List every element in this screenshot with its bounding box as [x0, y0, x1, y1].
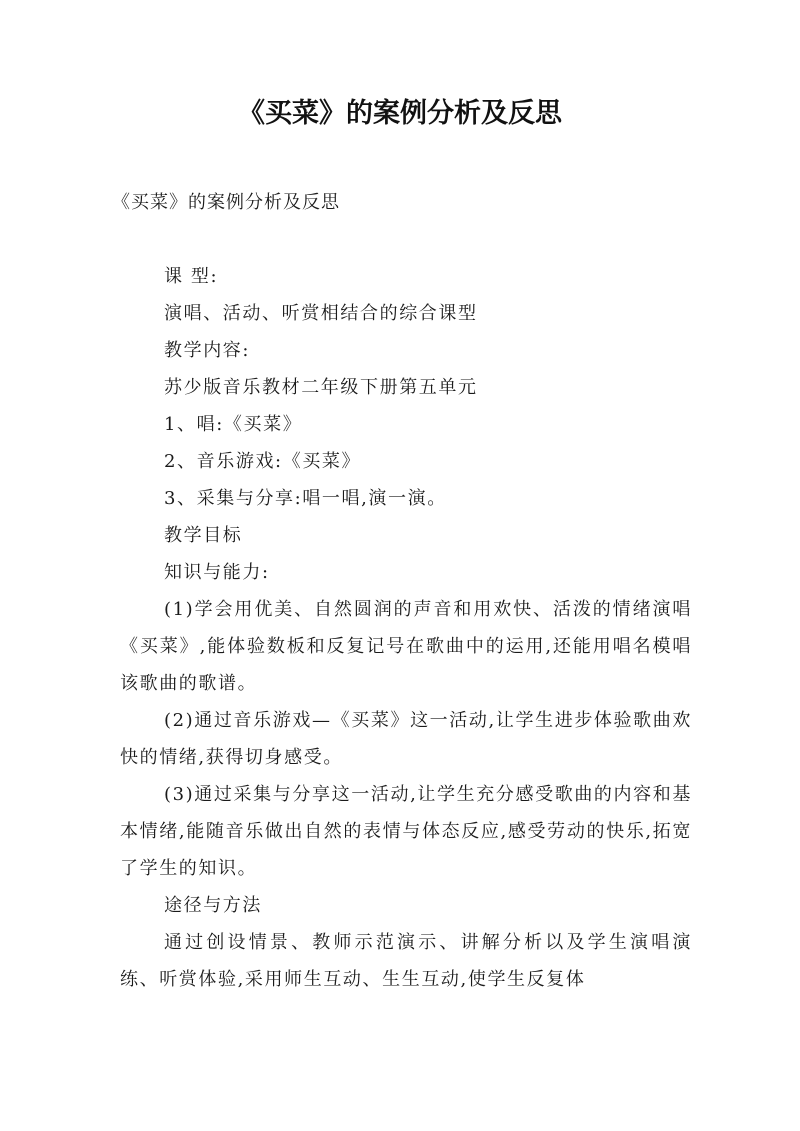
paragraph-textbook: 苏少版音乐教材二年级下册第五单元 [164, 377, 478, 398]
paragraph-knowledge-label: 知识与能力: [164, 562, 270, 583]
document-subtitle: 《买菜》的案例分析及反思 [112, 192, 340, 213]
paragraph-methods-heading: 途径与方法 [164, 895, 262, 916]
paragraph-item-2: 2、音乐游戏:《买菜》 [164, 451, 362, 472]
paragraph-lesson-type-label: 课 型: [164, 266, 219, 287]
paragraph-lesson-type: 演唱、活动、听赏相结合的综合课型 [164, 303, 478, 324]
paragraph-content-label: 教学内容: [164, 340, 251, 361]
paragraph-goal-2: (2)通过音乐游戏—《买菜》这一活动,让学生进步体验歌曲欢快的情绪,获得切身感受。 [120, 710, 692, 768]
paragraph-methods: 通过创设情景、教师示范演示、讲解分析以及学生演唱演练、听赏体验,采用师生互动、生生互动,使学生反复体 [120, 932, 692, 990]
paragraph-goal-1: (1)学会用优美、自然圆润的声音和用欢快、活泼的情绪演唱《买菜》,能体验数板和反复记号在歌曲中的运用,还能用唱名模唱该歌曲的歌谱。 [120, 599, 692, 694]
document-title: 《买菜》的案例分析及反思 [238, 98, 562, 129]
paragraph-goals-heading: 教学目标 [164, 525, 243, 546]
document-body [120, 258, 692, 998]
paragraph-item-3: 3、采集与分享:唱一唱,演一演。 [164, 488, 447, 509]
paragraph-item-1: 1、唱:《买菜》 [164, 414, 303, 435]
paragraph-goal-3: (3)通过采集与分享这一活动,让学生充分感受歌曲的内容和基本情绪,能随音乐做出自然的表情与体态反应,感受劳动的快乐,拓宽了学生的知识。 [120, 784, 692, 879]
